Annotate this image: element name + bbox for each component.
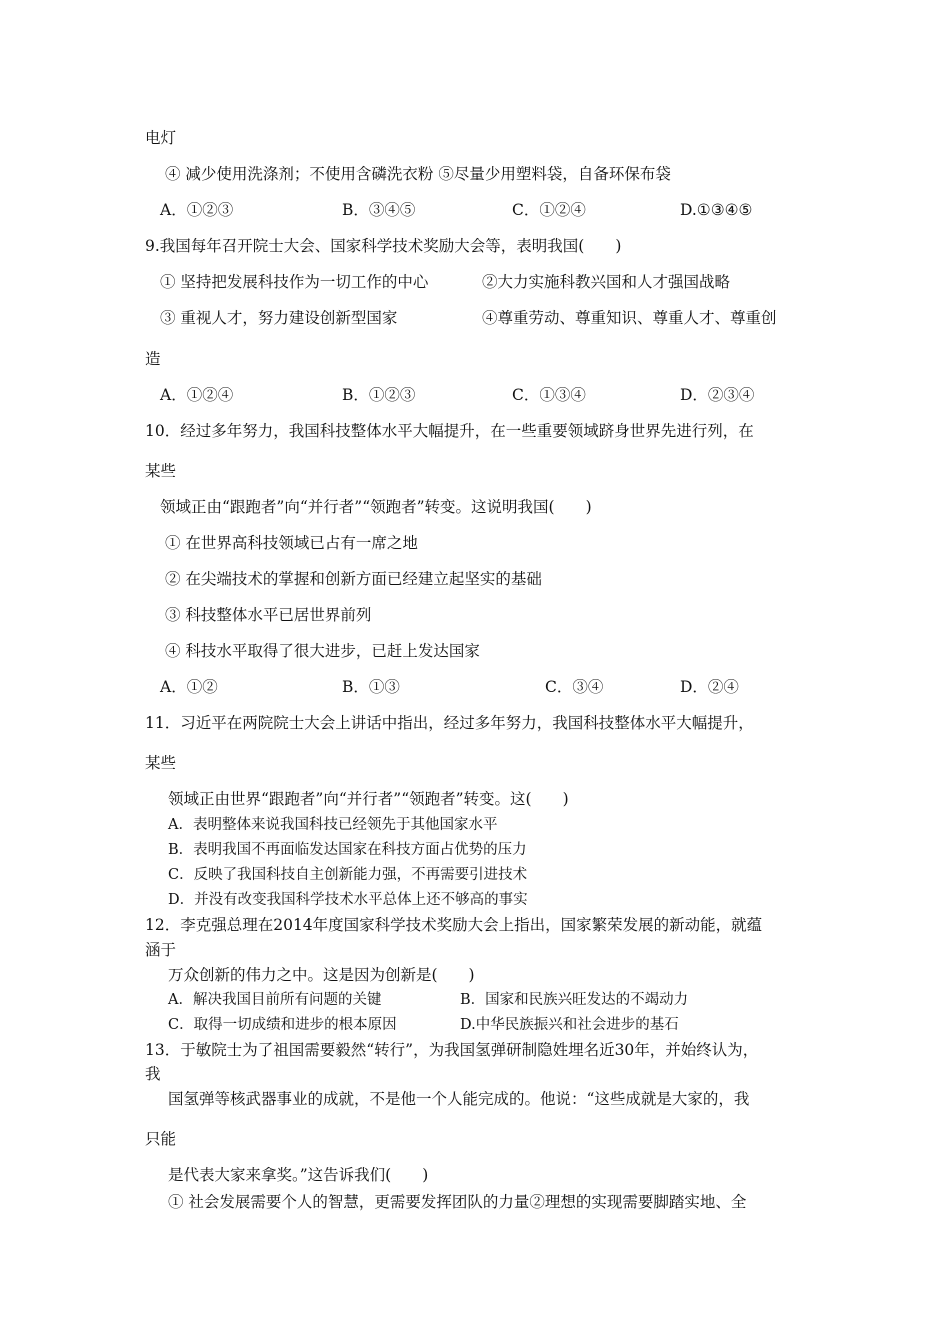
- text-line: 涵于: [145, 941, 177, 959]
- question-11: 11．习近平在两院院士大会上讲话中指出，经过多年努力，我国科技整体水平大幅提升，: [145, 714, 754, 732]
- option-d: D.中华民族振兴和社会进步的基石: [460, 1017, 679, 1033]
- statement: ③ 科技整体水平已居世界前列: [165, 606, 372, 624]
- text-line: 万众创新的伟力之中。这是因为创新是( ): [168, 966, 475, 984]
- statement: ④尊重劳动、尊重知识、尊重人才、尊重创: [482, 309, 777, 327]
- option-b: B．①②③: [342, 386, 416, 404]
- option-c: C．反映了我国科技自主创新能力强，不再需要引进技术: [168, 867, 528, 883]
- option-a: A．表明整体来说我国科技已经领先于其他国家水平: [168, 817, 498, 833]
- statement: ②大力实施科教兴国和人才强国战略: [482, 273, 731, 291]
- option-b: B．表明我国不再面临发达国家在科技方面占优势的压力: [168, 842, 527, 858]
- option-a: A．①②: [160, 678, 218, 696]
- option-d: D.①③④⑤: [680, 201, 753, 219]
- option-d: D．②③④: [680, 386, 755, 404]
- option-b: B．①③: [342, 678, 400, 696]
- option-a: A．①②④: [160, 386, 234, 404]
- option-c: C．取得一切成绩和进步的根本原因: [168, 1017, 397, 1033]
- option-d: D．②④: [680, 678, 739, 696]
- option-b: B．国家和民族兴旺发达的不竭动力: [460, 992, 689, 1008]
- text-line: 某些: [145, 754, 177, 772]
- statement: ① 在世界高科技领域已占有一席之地: [165, 534, 418, 552]
- option-c: C．①③④: [512, 386, 586, 404]
- text-line: 领域正由世界“跟跑者”向“并行者”“领跑者”转变。这( ): [168, 790, 569, 808]
- question-9: 9.我国每年召开院士大会、国家科学技术奖励大会等，表明我国( ): [145, 237, 622, 255]
- statement: ③ 重视人才，努力建设创新型国家: [160, 309, 398, 327]
- question-13: 13．于敏院士为了祖国需要毅然“转行”，为我国氢弹研制隐姓埋名近30年，并始终认为，: [145, 1041, 759, 1059]
- question-12: 12．李克强总理在2014年度国家科学技术奖励大会上指出，国家繁荣发展的新动能，就蕴: [145, 916, 763, 934]
- option-c: C．①②④: [512, 201, 586, 219]
- text-line: 电灯: [145, 129, 177, 147]
- option-c: C．③④: [545, 678, 604, 696]
- option-a: A．①②③: [160, 201, 234, 219]
- statement: ② 在尖端技术的掌握和创新方面已经建立起坚实的基础: [165, 570, 542, 588]
- text-line: 领域正由“跟跑者”向“并行者”“领跑者”转变。这说明我国( ): [160, 498, 592, 516]
- statement: ① 坚持把发展科技作为一切工作的中心: [160, 273, 429, 291]
- option-d: D．并没有改变我国科学技术水平总体上还不够高的事实: [168, 892, 528, 908]
- option-b: B．③④⑤: [342, 201, 416, 219]
- text-line: 某些: [145, 462, 177, 480]
- question-10: 10．经过多年努力，我国科技整体水平大幅提升，在一些重要领域跻身世界先进行列，在: [145, 422, 754, 440]
- text-line: 我: [145, 1065, 161, 1083]
- text-line: 是代表大家来拿奖。”这告诉我们( ): [168, 1166, 429, 1184]
- text-line: 国氢弹等核武器事业的成就，不是他一个人能完成的。他说：“这些成就是大家的，我: [168, 1090, 750, 1108]
- statement: ④ 科技水平取得了很大进步，已赶上发达国家: [165, 642, 480, 660]
- statement: ① 社会发展需要个人的智慧，更需要发挥团队的力量②理想的实现需要脚踏实地、全: [168, 1193, 747, 1211]
- text-line: 造: [145, 350, 161, 368]
- option-a: A．解决我国目前所有问题的关键: [168, 992, 382, 1008]
- text-line: 只能: [145, 1130, 177, 1148]
- text-line: ④ 减少使用洗涤剂；不使用含磷洗衣粉 ⑤尽量少用塑料袋，自备环保布袋: [165, 165, 671, 183]
